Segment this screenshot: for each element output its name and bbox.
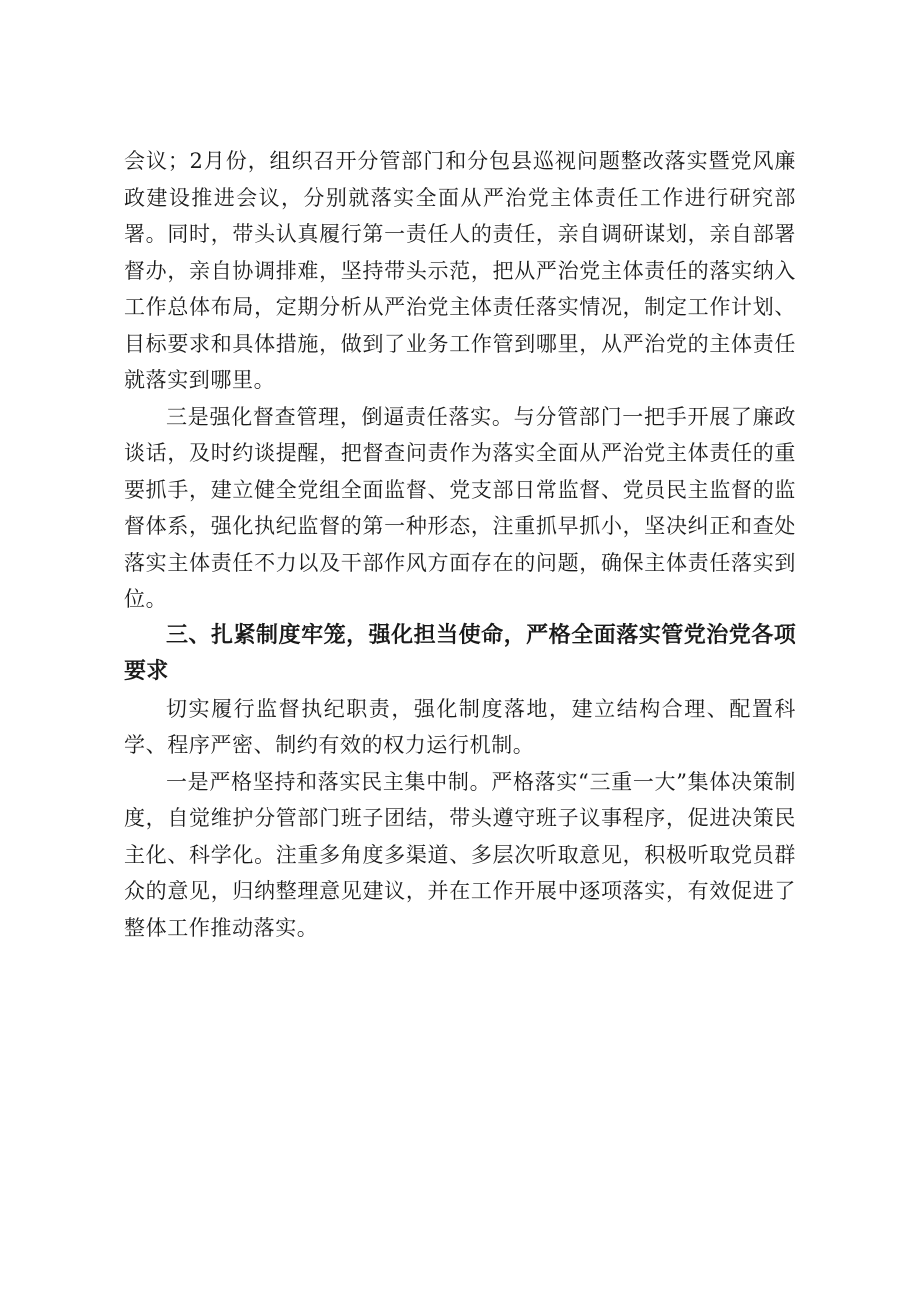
paragraph-democratic-centralism: 一是严格坚持和落实民主集中制。严格落实“三重一大”集体决策制度，自觉维护分管部门班子团结，带头遵守班子议事程序，促进决策民主化、科学化。注重多角度多渠道、多层次听取意见，积极听取党员群众的意见，归纳整理意见建议，并在工作开展中逐项落实，有效促进了整体工作推动落实。 (124, 769, 796, 940)
section-heading: 三、扎紧制度牢笼，强化担当使命，严格全面落实管党治党各项要求 (124, 622, 796, 684)
paragraph-section-intro: 切实履行监督执纪职责，强化制度落地，建立结构合理、配置科学、程序严密、制约有效的权力运行机制。 (124, 696, 796, 757)
document-body (124, 143, 796, 946)
paragraph-continuation: 会议；2月份，组织召开分管部门和分包县巡视问题整改落实暨党风廉政建设推进会议，分别就落实全面从严治党主体责任工作进行研究部署。同时，带头认真履行第一责任人的责任，亲自调研谋划，亲自部署督办，亲自协调排难，坚持带头示范，把从严治党主体责任的落实纳入工作总体布局，定期分析从严治党主体责任落实情况，制定工作计划、目标要求和具体措施，做到了业务工作管到哪里，从严治党的主体责任就落实到哪里。 (124, 149, 796, 392)
paragraph-supervision: 三是强化督查管理，倒逼责任落实。与分管部门一把手开展了廉政谈话，及时约谈提醒，把督查问责作为落实全面从严治党主体责任的重要抓手，建立健全党组全面监督、党支部日常监督、党员民主监督的监督体系，强化执纪监督的第一种形态，注重抓早抓小，坚决纠正和查处落实主体责任不力以及干部作风方面存在的问题，确保主体责任落实到位。 (124, 404, 796, 611)
